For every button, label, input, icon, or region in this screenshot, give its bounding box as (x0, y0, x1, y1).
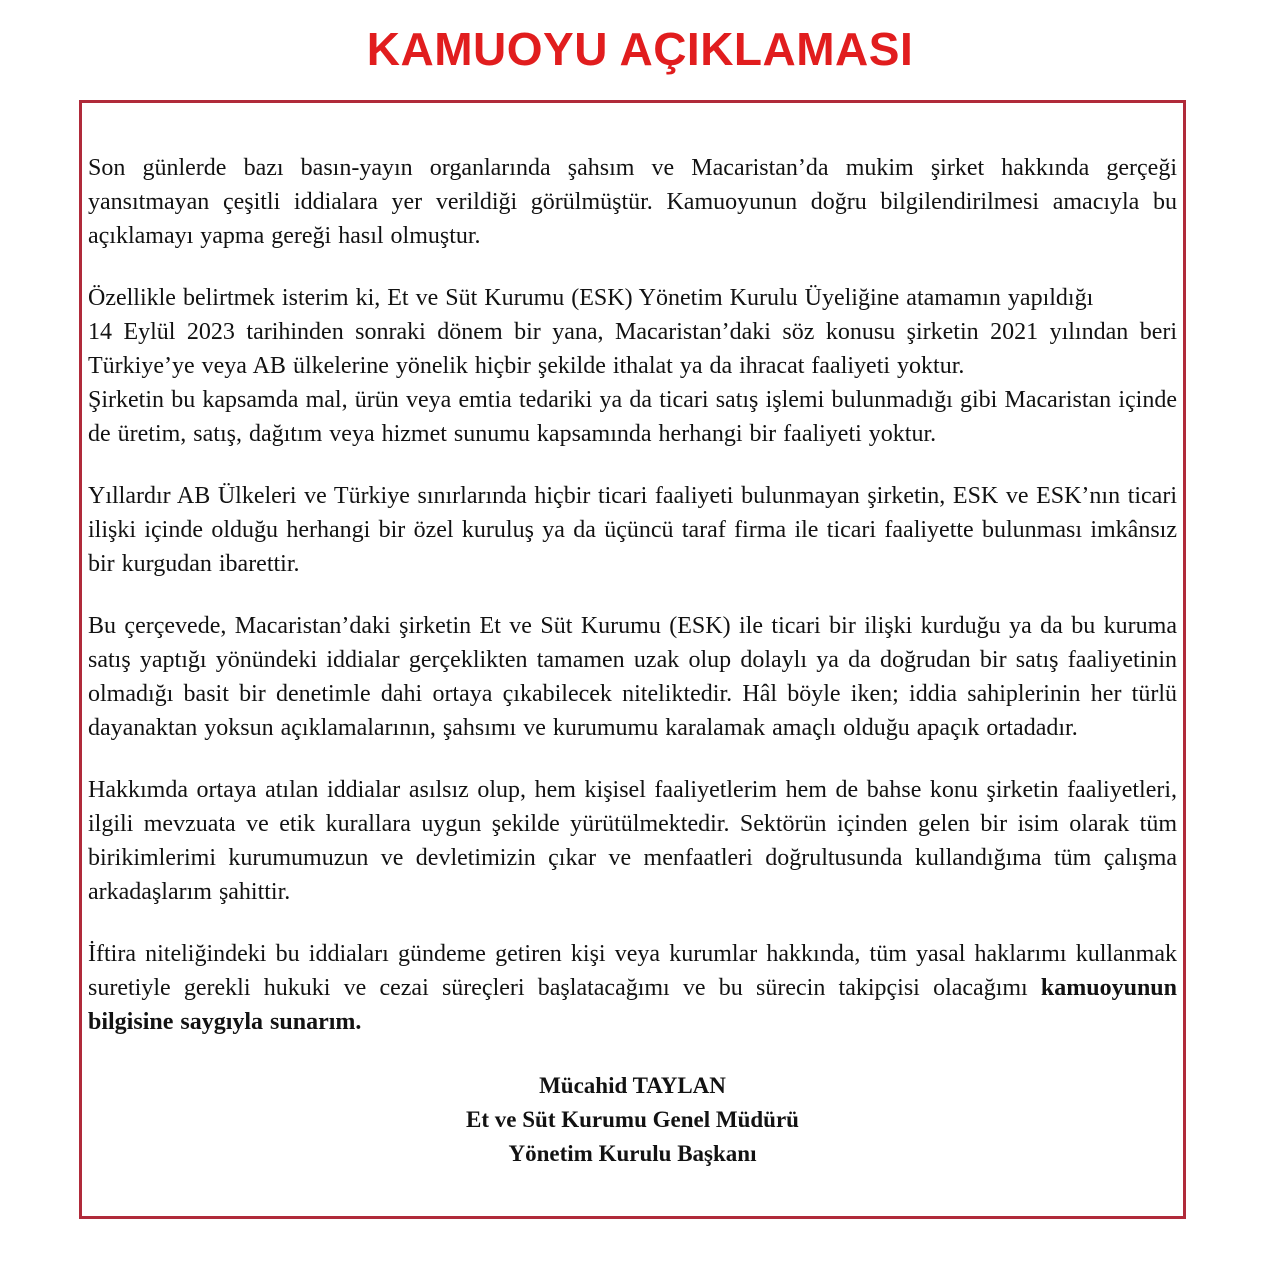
signature-name: Mücahid TAYLAN (539, 1073, 726, 1098)
paragraph-no-trade-text: Yıllardır AB Ülkeleri ve Türkiye sınırlarında hiçbir ticari faaliyeti bulunmayan şirketin, ESK ve ESK’nın ticari ilişki içinde olduğu herhangi bir özel kuruluş ya da üçüncü taraf firma ile ticari faaliyette bulunması imkânsız bir kurgudan ibarettir. (88, 483, 1177, 577)
statement-box (79, 100, 1186, 1219)
paragraph-claims-baseless-text: Bu çerçevede, Macaristan’daki şirketin Et ve Süt Kurumu (ESK) ile ticari bir ilişki kurduğu ya da bu kuruma satış yaptığı yönündeki iddialar gerçeklikten tamamen uzak olup dolaylı ya da doğrudan bir satış faaliyetinin olmadığı basit bir denetimle dahi ortaya çıkabilecek niteliktedir. Hâl böyle iken; iddia sahiplerinin her türlü dayanaktan yoksun açıklamalarının, şahsımı ve kurumumu karalamak amaçlı olduğu apaçık ortadadır. (88, 613, 1177, 741)
signature-block (88, 1069, 1177, 1171)
paragraph-intro-text: Son günlerde bazı basın-yayın organlarında şahsım ve Macaristan’da mukim şirket hakkında gerçeği yansıtmayan çeşitli iddialara yer verildiği görülmüştür. Kamuoyunun doğru bilgilendirilmesi amacıyla bu açıklamayı yapma gereği hasıl olmuştur. (88, 155, 1177, 249)
signature-role-board-chairman: Yönetim Kurulu Başkanı (508, 1141, 757, 1166)
esk-appointment-line-1: Özellikle belirtmek isterim ki, Et ve Süt Kurumu (ESK) Yönetim Kurulu Üyeliğine atamamın yapıldığı (88, 285, 1094, 311)
signature-role-general-manager: Et ve Süt Kurumu Genel Müdürü (466, 1107, 799, 1132)
legal-action-normal-text: İftira niteliğindeki bu iddiaları gündeme getiren kişi veya kurumlar hakkında, tüm yasal haklarımı kullanmak suretiyle gerekli hukuki ve cezai süreçleri başlatacağımı ve bu sürecin takipçisi olacağımı (88, 941, 1177, 1001)
paragraph-intro (88, 151, 1177, 253)
page-title: KAMUOYU AÇIKLAMASI (366, 23, 914, 75)
paragraph-legal-action (88, 937, 1177, 1039)
legal-action-bold-text: kamuoyunun bilgisine saygıyla sunarım. (88, 975, 1177, 1035)
paragraph-esk-appointment (88, 281, 1177, 451)
paragraph-legal-action-text (88, 937, 1177, 1039)
paragraph-personal-conduct (88, 773, 1177, 909)
esk-appointment-line-3: Şirketin bu kapsamda mal, ürün veya emtia tedariki ya da ticari satış işlemi bulunmadığı gibi Macaristan içinde de üretim, satış, dağıtım veya hizmet sunumu kapsamında herhangi bir faaliyeti yoktur. (88, 387, 1177, 447)
paragraph-personal-conduct-text: Hakkımda ortaya atılan iddialar asılsız olup, hem kişisel faaliyetlerim hem de bahse konu şirketin faaliyetleri, ilgili mevzuata ve etik kurallara uygun şekilde yürütülmektedir. Sektörün içinden gelen bir isim olarak tüm birikimlerimi kurumumuzun ve devletimizin çıkar ve menfaatleri doğrultusunda kullandığıma tüm çalışma arkadaşlarım şahittir. (88, 777, 1177, 905)
esk-appointment-line-2: 14 Eylül 2023 tarihinden sonraki dönem bir yana, Macaristan’daki söz konusu şirketin 2021 yılından beri Türkiye’ye veya AB ülkelerine yönelik hiçbir şekilde ithalat ya da ihracat faaliyeti yoktur. (88, 319, 1177, 379)
paragraph-no-trade (88, 479, 1177, 581)
paragraph-claims-baseless (88, 609, 1177, 745)
